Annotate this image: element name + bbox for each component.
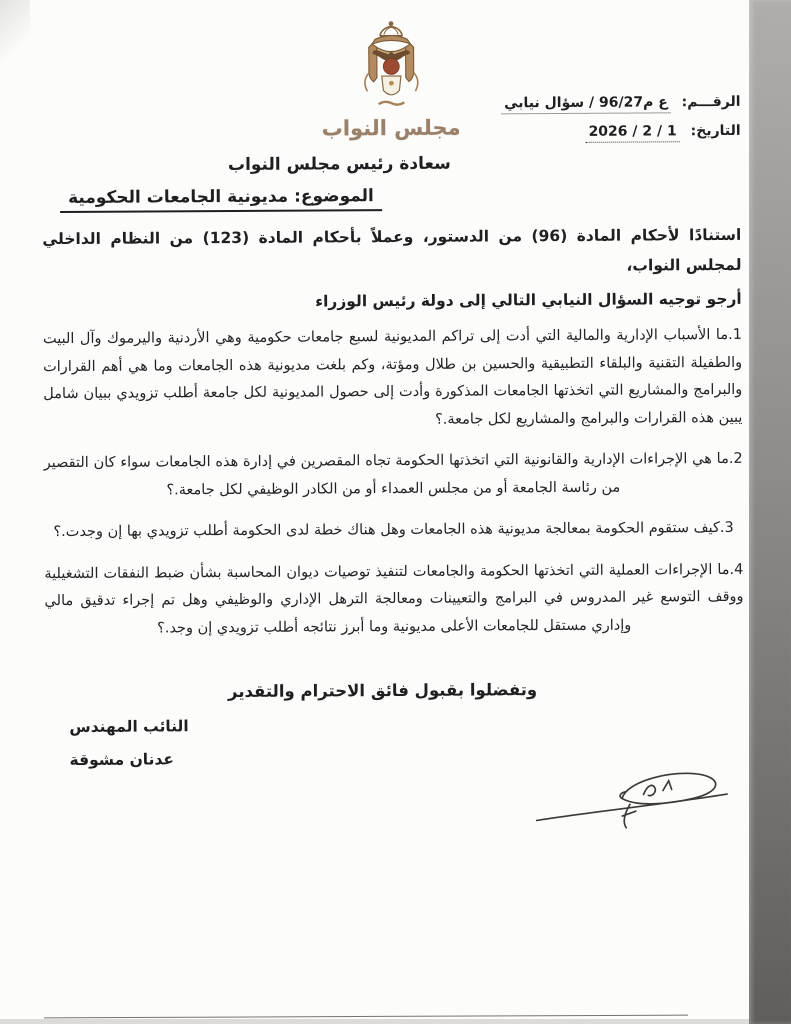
parliament-logo-text: مجلس النواب <box>321 115 461 141</box>
question-4: 4.ما الإجراءات العملية التي اتخذتها الحكومة والجامعات لتنفيذ توصيات ديوان المحاسبة بشأن ضبط النفقات التشغيلية ووقف التوسع غير المدروس في البرامج والتعيينات ومعالجة الترهل الإداري والوظيفي وهل تم إجراء تدقيق مالي وإداري مستقل للجامعات الأعلى مديونية وما أبرز نتائجه أطلب تزويدي إن وجد.؟ <box>44 561 744 636</box>
question-2: 2.ما هي الإجراءات الإدارية والقانونية التي اتخذتها الحكومة تجاه المقصرين في إدارة هذه الجامعات سواء كان التقصير من رئاسة الجامعة أو من مجلس العمداء أو من الكادر الوظيفي لكل جامعة.؟ <box>43 450 743 498</box>
recipient-line: سعادة رئيس مجلس النواب <box>227 153 451 176</box>
subject-line <box>42 184 741 208</box>
signatory-name: عدنان مشوقة <box>69 750 175 769</box>
reference-number-row <box>501 94 741 111</box>
reference-number-value: ع م96/27 / سؤال نيابي <box>501 94 671 114</box>
question-1: 1.ما الأسباب الإدارية والمالية التي أدت إلى تراكم المديونية لسبع جامعات حكومية وهي الأردنية واليرموك وآل البيت والطفيلة التقنية والبلقاء التطبيقية والحسين بن طلال ومؤتة، وكم بلغت مديونية هذه الجامعات وما هي أهم القرارات والبرامج والمشاريع التي اتخذتها الجامعات المذكورة وأدت إلى حصول المديونية لكل جامعة أطلب تزويدي ببيان شامل يبين هذه القرارات والبرامج والمشاريع لكل جامعة.؟ <box>42 326 743 428</box>
legal-basis-paragraph: استنادًا لأحكام المادة (96) من الدستور، وعملاً بأحكام المادة (123) من النظام الداخلي لمجلس النواب، <box>42 225 742 275</box>
question-3: 3.كيف ستقوم الحكومة بمعالجة مديونية هذه الجامعات وهل هناك خطة لدى الحكومة أطلب تزويدي بها إن وجدت.؟ <box>53 519 734 541</box>
reference-date-label: التاريخ: <box>690 122 741 140</box>
subject-text: الموضوع: مديونية الجامعات الحكومية <box>60 186 382 213</box>
jordan-coat-of-arms-icon <box>343 20 438 117</box>
handwritten-signature-icon <box>527 761 745 832</box>
closing-line: وتفضلوا بقبول فائق الاحترام والتقدير <box>227 680 538 702</box>
signature-block <box>45 714 745 835</box>
reference-date-row <box>501 123 741 140</box>
scan-edge-right <box>749 0 791 1024</box>
reference-number-label: الرقـــم: <box>681 93 741 111</box>
reference-date-value: 1 / 2 / 2026 <box>585 123 679 143</box>
reference-block <box>501 94 741 153</box>
request-line: أرجو توجيه السؤال النيابي التالي إلى دولة رئيس الوزراء <box>315 289 742 311</box>
signatory-title: النائب المهندس <box>69 717 189 736</box>
